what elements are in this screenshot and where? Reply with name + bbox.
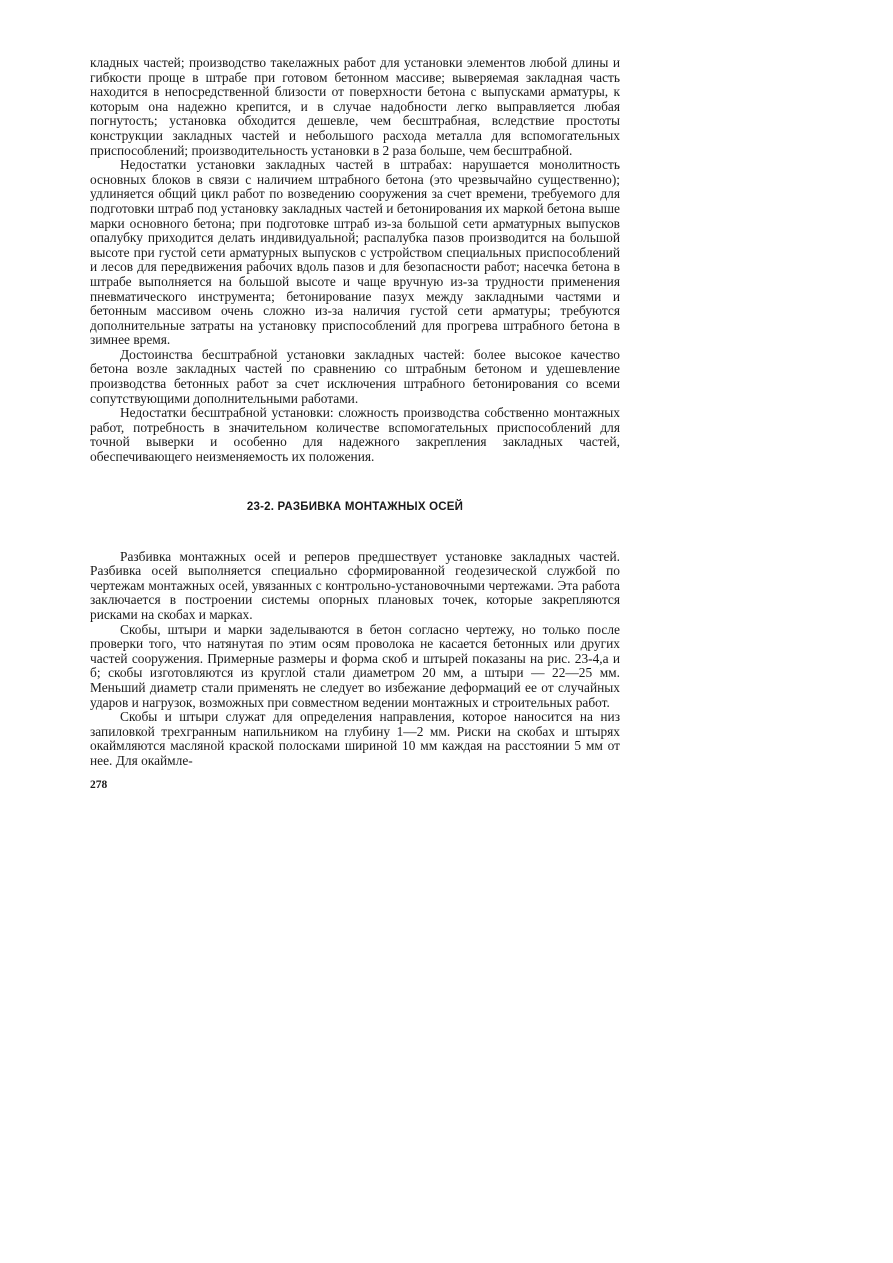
page-number: 278 [90,778,108,791]
section-title: 23-2. РАЗБИВКА МОНТАЖНЫХ ОСЕЙ [246,500,464,513]
paragraph: кладных частей; производство такелажных работ для установки элементов любой длины и гибкости проще в штрабе при готовом бетонном массиве; выверяемая закладная часть находится в непосредственной близости от поверхности бетона с выпусками арматуры, к которым она надежно крепится, и в случае надобности легко выправляется любая погнутость; установка обходится дешевле, чем бесштрабная, вследствие простоты конструкции закладных частей и небольшого расхода металла для вспомогательных приспособлений; производительность установки в 2 раза больше, чем бесштрабной. [90,55,620,158]
document-page [90,56,620,791]
paragraph: Достоинства бесштрабной установки закладных частей: более высокое качество бетона возле закладных частей по сравнению со штрабным бетоном и удешевление производства бетонных работ за счет исключения штрабного бетонирования со всеми сопутствующими дополнительными работами. [90,346,620,406]
paragraph: Недостатки установки закладных частей в штрабах: нарушается монолитность основных блоков в связи с наличием штрабного бетона (это чрезвычайно существенно); удлиняется общий цикл работ по возведению сооружения за счет времени, требуемого для подготовки штраб под установку закладных частей и бетонирования их маркой бетона выше марки основного бетона; при подготовке штраб из-за большой сети арматурных выпусков опалубку приходится делать индивидуальной; распалубка пазов производится на большой высоте при густой сети арматурных выпусков с устройством специальных приспособлений и лесов для передвижения рабочих вдоль пазов и для безопасности работ; насечка бетона в штрабе выполняется на большой высоте и чаще вручную из-за трудности применения пневматического инструмента; бетонирование пазух между закладными частями и бетонным массивом очень сложно из-за наличия густой сети арматуры; требуются дополнительные затраты на установку приспособлений для прогрева штрабного бетона в зимнее время. [90,157,620,348]
paragraph: Недостатки бесштрабной установки: сложность производства собственно монтажных работ, потребность в значительном количестве вспомогательных приспособлений для точной выверки и особенно для надежного закрепления закладных частей, обеспечивающего неизменяемость их положения. [90,405,620,465]
paragraph: Скобы и штыри служат для определения направления, которое наносится на низ запиловкой трехгранным напильником на глубину 1—2 мм. Риски на скобах и штырях окаймляются масляной краской полосками шириной 10 мм каждая на расстоянии 5 мм от нее. Для окаймле- [90,709,620,768]
paragraph: Разбивка монтажных осей и реперов предшествует установке закладных частей. Разбивка осей выполняется специально сформированной геодезической службой по чертежам монтажных осей, увязанных с контрольно-установочными чертежами. Эта работа заключается в построении системы опорных плановых точек, которые закрепляются рисками на скобах и марках. [90,548,620,622]
paragraph: Скобы, штыри и марки заделываются в бетон согласно чертежу, но только после проверки того, что натянутая по этим осям проволока не касается бетонных или других частей сооружения. Примерные размеры и форма скоб и штырей показаны на рис. 23-4,а и б; скобы изготовляются из круглой стали диаметром 20 мм, а штыри — 22—25 мм. Меньший диаметр стали применять не следует во избежание деформаций ее от случайных ударов и нагрузок, возможных при совместном ведении монтажных и строительных работ. [90,621,620,710]
